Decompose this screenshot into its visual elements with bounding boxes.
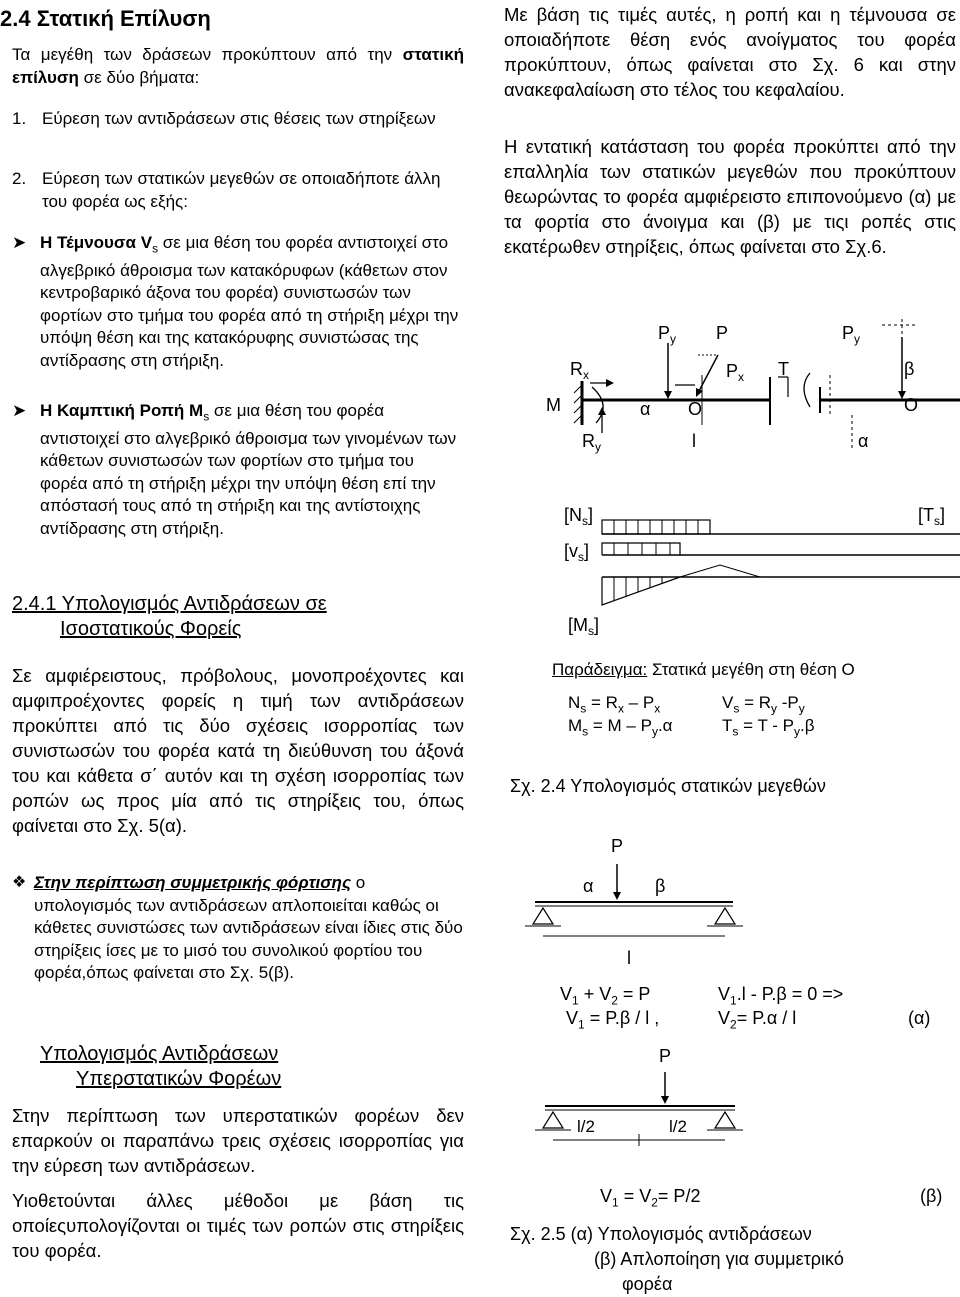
label-alpha: α [640,399,651,419]
figure-2-5-caption: Σχ. 2.5 (α) Υπολογισμός αντιδράσεων (β) Απλοποίηση για συμμετρικό φορέα [510,1224,844,1294]
equation-b1: $V_1 = V_2= P/2$ [600,1186,701,1210]
equation-a3: $V_1 = P.\beta / l$ , [566,1008,660,1032]
label-half-left: l/2 [577,1117,595,1136]
moment-bullet: ➤ Η Καμπτική Ροπή $M_s$ σε μια θέση του φορέα αντιστοιχεί στο αλγεβρικό άθροισμα των γινομένων των κάθετων συνιστωσών των φορτίων στο τμήμα του φορέα από τη στήριξη μέχρι την υπόψη θέση επί την απόστασή τους από τη στήριξη και της αντίστοιχης αντίδρασης στη στήριξη. [12,401,457,538]
shear-bullet: ➤ Η Τέμνουσα $V_s$ σε μια θέση του φορέα αντιστοιχεί στο αλγεβρικό άθροισμα των κατακόρυφων (κάθετων στον κεντροβαρικό άξονα του φορέα) συνιστωσών των φορτίων στο τμήμα του φορέα από τη στήριξη μέχρι την υπόψη θέση και της κατακόρυφης συνιστώσας της αντίδρασης στη στήριξη. [12,233,459,370]
right-paragraph-1: Με βάση τις τιμές αυτές, η ροπή και η τέμνουσα σε οποιαδήποτε θέση ενός ανοίγματος του φορέα προκύπτουν, όπως φαίνεται στο Σχ. 6 και στην ανακεφαλαίωση στο τέλος του κεφαλαίου. [504,4,956,100]
label-vs: $[v_s]$ [564,541,590,564]
example-heading: Παράδειγμα: Στατικά μεγέθη στη θέση Ο [552,660,855,679]
label-beta: β [904,359,915,379]
label-py-right: $P_y$ [842,323,861,346]
label-t: T [778,359,789,379]
label-alpha: α [583,876,594,896]
label-ts: $[T_s]$ [918,505,946,528]
label-py: $P_y$ [658,323,677,346]
label-l: l [692,431,696,451]
tag-a: (α) [908,1008,931,1028]
label-o: O [688,399,703,419]
section-title: 2.4 Στατική Επίλυση [0,6,211,31]
label-px: $P_x$ [726,361,745,384]
label-rx: $R_x$ [570,359,589,382]
label-o-right: O [904,395,919,415]
hyperstatic-paragraph: Στην περίπτωση των υπερστατικών φορέων δεν επαρκούν οι παραπάνω τρεις σχέσεις ισορροπίας για την εύρεση των αντιδράσεων. [12,1105,464,1176]
label-beta: β [655,876,666,896]
step-1: 1. Εύρεση των αντιδράσεων στις θέσεις των στηρίξεων [12,109,436,128]
methods-paragraph: Υιοθετούνται άλλες μέθοδοι με βάση τις οποίεςυπολογίζονται οι τιμές των ροπών στις στηρίξεις του φορέα. [12,1190,464,1261]
right-paragraph-2: Η εντατική κατάσταση του φορέα προκύπτει από την επαλληλία των στατικών μεγεθών που προκύπτουν θεωρώντας το φορέα αμφιέρειστο επιπονούμενο (α) με τα φορτία στο άνοιγμα και (β) με τιςι ροπές στις εκατέρωθεν στηρίξεις, όπως φαίνεται στο Σχ.6. [504,136,956,257]
label-half-right: l/2 [669,1117,687,1136]
label-p: P [659,1046,672,1066]
tag-b: (β) [920,1186,943,1206]
isostatic-paragraph: Σε αμφιέρειστους, πρόβολους, μονοπροέχοντες και αμφιπροέχοντες φορείς η τιμή των αντιδράσεων προκύπτει από τις δύο σχέσεις ισορροπίας των συνιστωσών του φορέα κατά τη διεύθυνση του άξονά του και κάθετα σ΄ αυτόν και τη σχέση ισορροπίας των ροπών ως προς μία από τις στηρίξεις του, όπως φαίνεται στο Σχ. 5(α). [12,665,464,836]
equation-a2: $V_1.l - P.\beta = 0$ => [718,984,844,1008]
intro-paragraph: Τα μεγέθη των δράσεων προκύπτουν από την στατική επίλυση σε δύο βήματα: [12,45,464,87]
label-ns: $[N_s]$ [564,505,594,528]
equation-a4: $V_2= P.\alpha / l$ [718,1008,797,1032]
equation-a1: $V_1 + V_2 = P$ [560,984,651,1008]
label-m: M [546,395,561,415]
label-p: P [716,323,729,343]
p-arrow [698,355,718,393]
diamond-bullet-icon: ❖ [12,874,27,891]
figure-reactions-symmetric [525,1040,745,1170]
pin-support-right [715,908,735,924]
figure-reactions-general [515,830,755,970]
pin-support-right [715,1112,735,1128]
label-l: l [627,948,631,968]
subsection-title-isostatic: 2.4.1 Υπολογισμός Αντιδράσεων σε Ισοστατικούς Φορείς [12,593,327,640]
figure-static-quantities [520,315,960,655]
equation-ts: $T_s = T - P_y.\beta$ [722,716,815,739]
label-ry: $R_y$ [582,431,601,454]
arrow-bullet-icon: ➤ [12,233,27,252]
label-p: P [611,836,624,856]
pin-support-left [533,908,553,924]
arrow-bullet-icon: ➤ [12,401,27,420]
label-ms: $[M_s]$ [568,615,600,638]
step-2: 2. Εύρεση των στατικών μεγεθών σε οποιαδήποτε άλλη του φορέα ως εξής: [12,169,441,211]
equation-ms: $M_s = M - P_y.\alpha$ [568,716,673,739]
label-alpha-right: α [858,431,869,451]
symmetric-bullet: ❖ Στην περίπτωση συμμετρικής φόρτισης ο υπολογισμός των αντιδράσεων απλοποιείται καθώς οι κάθετες συνιστώσες των αντιδράσεων είναι ίδιες στις δύο στηρίξεις ίσες με το μισό του συνολικού φορτίου του φορέα,όπως φαίνεται στο Σχ. 5(β). [12,873,463,982]
equation-vs: $V_s = R_y$ $-P_y$ [722,693,805,716]
pin-support-left [543,1112,563,1128]
equation-ns: $N_s = R_x - P_x$ [568,693,661,716]
figure-2-4-caption: Σχ. 2.4 Υπολογισμός στατικών μεγεθών [510,776,826,796]
subsection-title-hyperstatic: Υπολογισμός Αντιδράσεων Υπερστατικών Φορέων [40,1043,282,1090]
normal-force-diagram [602,520,710,534]
